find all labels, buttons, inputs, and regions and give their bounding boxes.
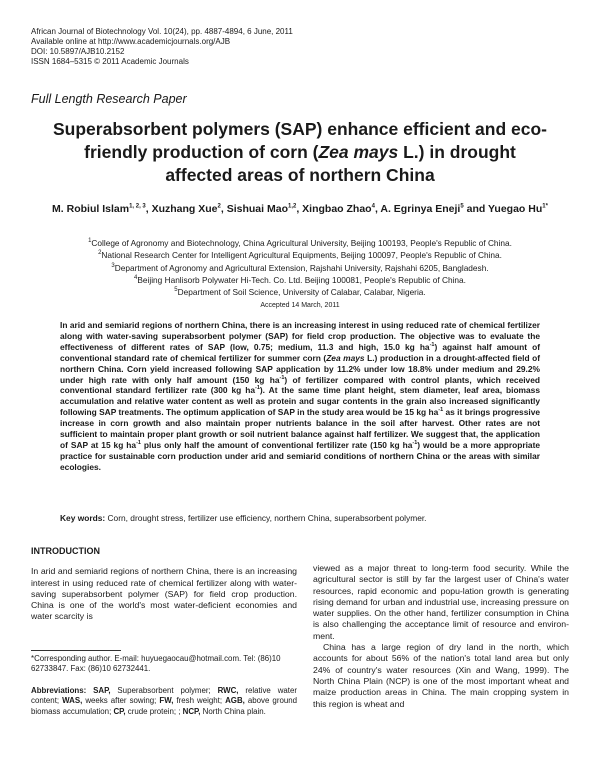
author-list (50, 199, 550, 217)
journal-doi: DOI: 10.5897/AJB10.2152 (31, 47, 125, 56)
affiliation: $^3$Department of Agronomy and Agricultural Extension, Rajshahi University, Rajshahi 6205, Bangladesh. (111, 262, 489, 273)
intro-paragraph: viewed as a major threat to long-term food security. While the agricultural sector is still by far the largest user of China's water resources, rapid economic and popu-lation growth is generating rising demand for urban and industrial use, increasing pressure on water supplies. On the other hand, fertilizer consumption in China is also challenging the acceptance limit of resource and environ-ment. (313, 563, 569, 641)
affiliation: $^4$Beijing Hanlisorb Polywater Hi-Tech. Co. Ltd. Beijing 100081, People's Republic of China. (134, 274, 466, 285)
abstract: In arid and semiarid regions of northern China, there is an increasing interest in using reduced rate of chemical fertilizer along with water-saving superabsorbent polymer (SAP) for field crop production. The objective was to evaluate the effectiveness of different rates of SAP (low, 0.75; medium, 11.3 and high, 15.0 kg $ha^{-1}$) against half amount of conventional standard rate of chemical fertilizer for summer corn (Zea mays L.) production in a drought-affected field of northern China. Corn yield increased following SAP application by 11.2% under low 18.8% under medium and 29.2% under high rate with only half amount (150 kg $ha^{-1}$) of fertilizer compared with control plants, which received conventional standard fertilizer rate (300 kg $ha^{-1}$). At the same time plant height, stem diameter, leaf area, biomass accumulation and relative water content as well as protein and sugar contents in the grain also increased significantly following SAP treatments. The optimum application of SAP in the study area would be 15 kg $ha^{-1}$ as it brings progressive increase in corn growth and also maintain proper nutrients balance in the soil after harvest. Other rates are not sufficient to maintain proper plant growth or soil nutrient balance against half fertilizer. We suggest that, the application of SAP at 15 kg $ha^{-1}$ plus only half the amount of conventional fertilizer rate (150 kg $ha^{-1}$) would be a more appropriate practice for sustainable corn production under arid and semiarid conditions of northern China or the areas with similar ecologies. (60, 320, 541, 472)
title-species: Zea mays (318, 142, 399, 162)
journal-availability: Available online at http://www.academicjournals.org/AJB (31, 37, 231, 46)
affiliations (40, 236, 560, 297)
title-part2: L.) in drought affected areas of northern China (165, 142, 516, 185)
author: Yuegao $Hu^{1*}$ (488, 202, 548, 215)
footnote-divider (31, 650, 121, 651)
affiliation: $^2$National Research Center for Intelligent Agricultural Equipments, Beijing 100097, People's Republic of China. (98, 250, 502, 261)
author: A. Egrinya Eneji$^5$ and (380, 202, 488, 215)
abstract-species: Zea mays (326, 352, 365, 363)
intro-paragraph: China has a large region of dry land in the north, which accounts for about 56% of the nation's total land area but only 24% of country's water resources (Xin and Wang, 1999). The North China Plain (NCP) is one of the most important wheat and maize production areas in China. The main cropping system in this region is wheat and (313, 642, 569, 709)
section-heading-introduction: INTRODUCTION (31, 546, 100, 556)
author: M. Robiul Islam$^{1, 2, 3}$, (52, 202, 152, 215)
author: Sishuai Mao$^{1,2}$, (226, 202, 303, 215)
keywords (60, 513, 540, 524)
left-column (31, 546, 297, 623)
accepted-date: Accepted 14 March, 2011 (260, 302, 340, 309)
affiliation: $^1$College of Agronomy and Biotechnology, China Agricultural University, Beijing 100193, People's Republic of China. (88, 237, 512, 248)
right-column (313, 563, 569, 710)
paper-title (50, 118, 550, 187)
title-part1: Superabsorbent polymers (SAP) enhance efficient and eco-friendly production of corn ( (53, 119, 547, 162)
corresponding-author-footnote: *Corresponding author. E-mail: huyuegaocau@hotmail.com. Tel: (86)10 62733847. Fax: (86)10 62732441. (31, 654, 281, 674)
paper-type: Full Length Research Paper (31, 92, 187, 106)
abbreviations-label: Abbreviations: (31, 686, 87, 695)
author: Xingbao Zhao$^4$, (302, 202, 381, 215)
affiliation: $^5$Department of Soil Science, University of Calabar, Calabar, Nigeria. (174, 286, 426, 297)
abbreviations: Abbreviations: SAP, Superabsorbent polymer; RWC, relative water content; WAS, weeks after sowing; FW, fresh weight; AGB, above ground biomass accumulation; CP, crude protein; ; NCP, North China plain. (31, 686, 297, 716)
intro-paragraph: In arid and semiarid regions of northern China, there is an increasing interest in using reduced rate of chemical fertilizer along with water-saving superabsorbent polymer (SAP) for field crop production. China is one of the world's most water-deficient economies and water scarcity is (31, 566, 297, 622)
journal-issn: ISSN 1684–5315 © 2011 Academic Journals (31, 57, 189, 66)
journal-header (31, 27, 293, 67)
keywords-text: Corn, drought stress, fertilizer use efficiency, northern China, superabsorbent polymer. (105, 513, 427, 523)
keywords-label: Key words: (60, 513, 106, 523)
journal-citation: African Journal of Biotechnology Vol. 10(24), pp. 4887-4894, 6 June, 2011 (31, 27, 293, 36)
author: Xuzhang Xue$^2$, (151, 202, 227, 215)
